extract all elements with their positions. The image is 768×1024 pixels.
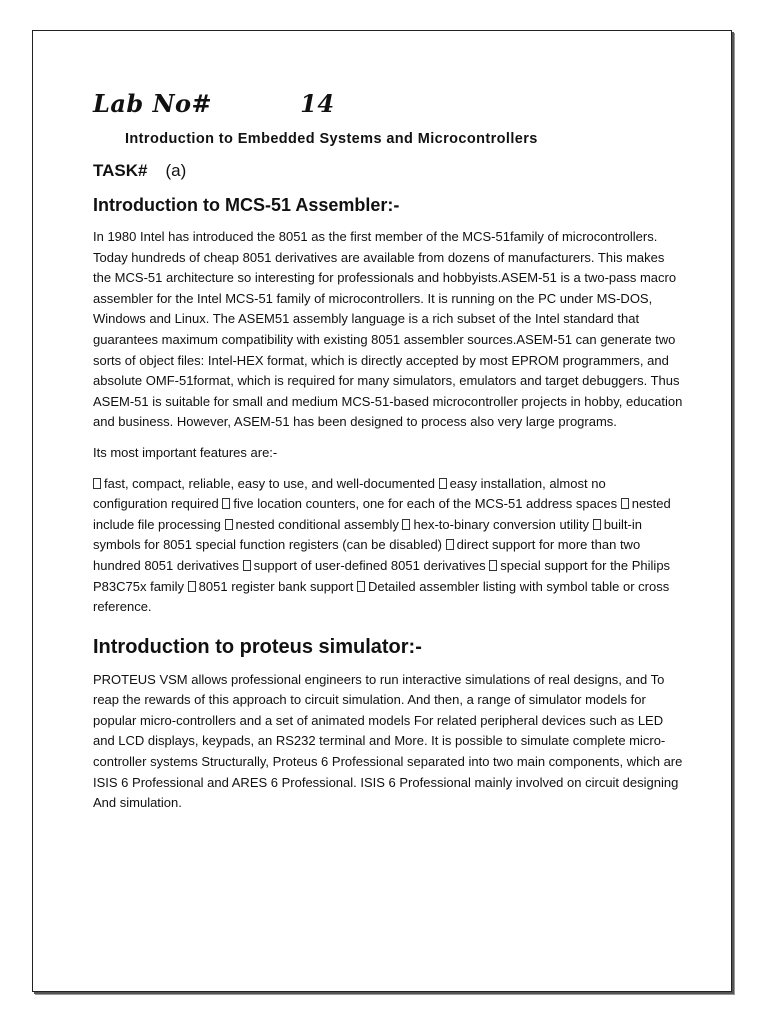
features-intro: Its most important features are:- (93, 444, 278, 460)
feature-item: nested conditional assembly (235, 516, 399, 532)
lab-number: 14 (300, 89, 335, 118)
feature-item: hex-to-binary conversion utility (413, 516, 590, 532)
lab-label: Lab No# (93, 89, 213, 118)
feature-item: 8051 register bank support (198, 578, 354, 594)
feature-item: nested include file processing (93, 496, 671, 532)
bullet-glyph-icon (402, 519, 410, 530)
proteus-paragraph: PROTEUS VSM allows professional engineers to run interactive simulations of real designs, and To reap the rewards of this approach to circuit simulation. And then, a range of simulator models for popular micro-controllers and a set of animated models For related peripheral devices such as LED and LCD displays, keypads, an RS232 terminal and More. It is possible to simulate complete micro-controller systems Structurally, Proteus 6 Professional separated into two main components, which are ISIS 6 Professional and ARES 6 Professional. ISIS 6 Professional mainly involved on circuit designing And simulation. (93, 671, 683, 811)
lab-title (93, 86, 683, 122)
bullet-glyph-icon (621, 498, 629, 509)
features-list (93, 474, 683, 618)
feature-item: Detailed assembler listing with symbol table or cross reference. (93, 578, 670, 615)
feature-item: direct support for more than two hundred 8051 derivatives (93, 537, 641, 573)
feature-item: support of user-defined 8051 derivatives (253, 557, 486, 573)
task-heading (93, 161, 683, 181)
mcs51-paragraph: In 1980 Intel has introduced the 8051 as the first member of the MCS-51family of microcontrollers. Today hundreds of cheap 8051 derivatives are available from dozens of manufacturers. This makes the MCS-51 architecture so interesting for professionals and hobbyists.ASEM-51 is a two-pass macro assembler for the Intel MCS-51 family of microcontrollers. It is running on the PC under MS-DOS, Windows and Linux. The ASEM51 assembly language is a rich subset of the Intel standard that guarantees maximum compatibility with existing 8051 assembler sources.ASEM-51 can generate two sorts of object files: Intel-HEX format, which is directly accepted by most EPROM programmers, and absolute OMF-51format, which is required for many simulators, emulators and target debuggers. Thus ASEM-51 is suitable for small and medium MCS-51-based microcontroller projects in hobby, education and business. However, ASEM-51 has been designed to process also very large programs. (93, 229, 683, 430)
bullet-glyph-icon (446, 539, 454, 550)
bullet-glyph-icon (243, 560, 251, 571)
document-subtitle: Introduction to Embedded Systems and Microcontrollers (125, 131, 538, 147)
mcs51-heading: Introduction to MCS-51 Assembler:- (93, 195, 400, 215)
bullet-glyph-icon (188, 581, 196, 592)
task-letter: (a) (165, 161, 187, 180)
task-label: TASK# (93, 161, 148, 180)
bullet-glyph-icon (357, 581, 365, 592)
bullet-glyph-icon (93, 478, 101, 489)
bullet-glyph-icon (439, 478, 447, 489)
feature-item: five location counters, one for each of the MCS-51 address spaces (233, 496, 618, 512)
bullet-glyph-icon (593, 519, 601, 530)
bullet-glyph-icon (225, 519, 233, 530)
feature-item: built-in symbols for 8051 special function registers (can be disabled) (93, 516, 642, 553)
feature-item: special support for the Philips P83C75x family (93, 557, 671, 594)
feature-item: easy installation, almost no configuration required (93, 475, 606, 512)
bullet-glyph-icon (489, 560, 497, 571)
proteus-heading: Introduction to proteus simulator:- (93, 635, 422, 658)
feature-item: fast, compact, reliable, easy to use, and well-documented (104, 475, 435, 491)
bullet-glyph-icon (222, 498, 230, 509)
document-content (93, 86, 683, 814)
